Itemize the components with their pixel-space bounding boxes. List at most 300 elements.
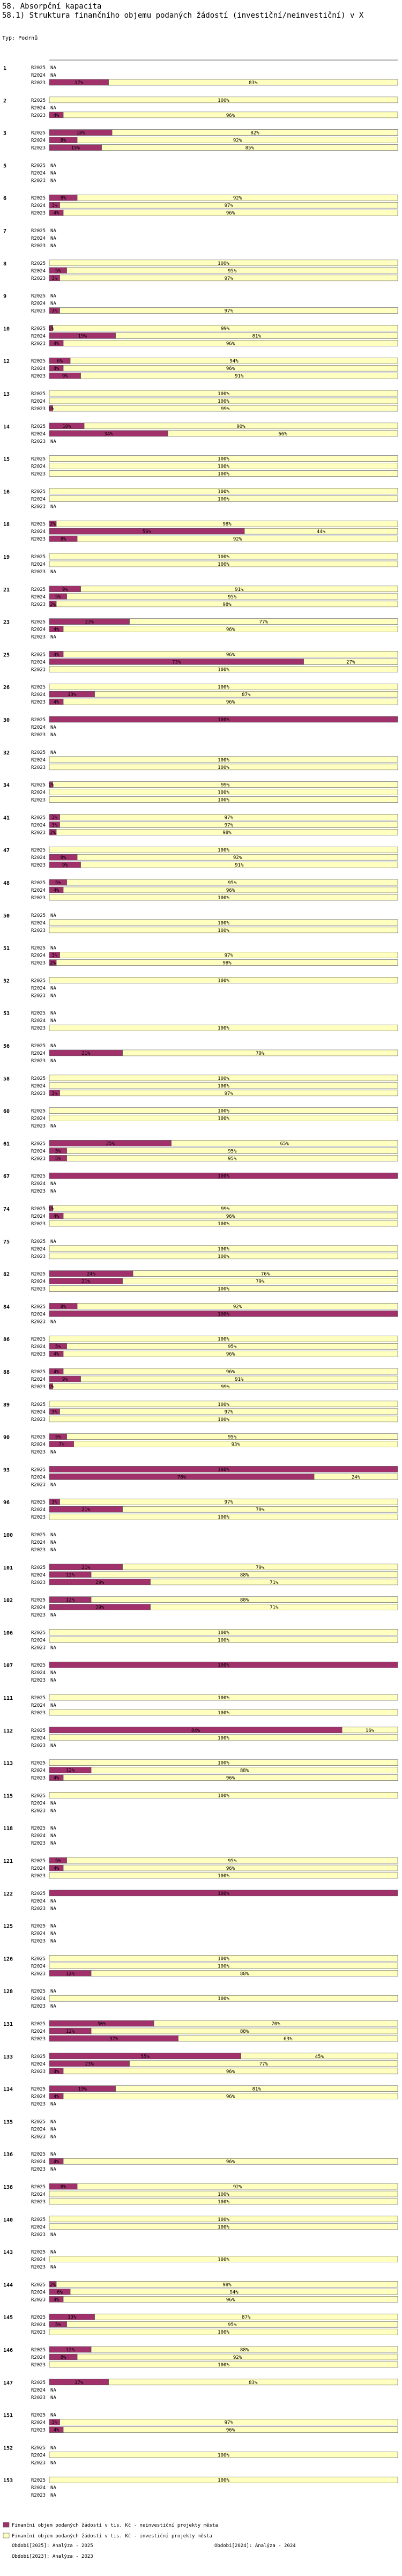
- na-label: NA: [50, 1612, 56, 1618]
- value-label-neinvesticni: 4%: [53, 2297, 59, 2303]
- group-label: 10: [3, 326, 10, 332]
- value-label-investicni: 82%: [250, 130, 259, 136]
- value-label-investicni: 95%: [228, 1156, 237, 1162]
- value-label-neinvesticni: 5%: [55, 1156, 61, 1162]
- value-label-neinvesticni: 29%: [95, 1605, 105, 1611]
- year-label: R2024: [31, 562, 46, 567]
- group-74: [3, 1205, 398, 1227]
- year-label: R2024: [31, 1475, 46, 1481]
- year-label: R2025: [31, 1533, 46, 1538]
- na-label: NA: [50, 1548, 56, 1553]
- value-label-investicni: 24%: [351, 1475, 361, 1481]
- group-58: [3, 1075, 398, 1097]
- value-label-investicni: 98%: [222, 960, 232, 966]
- value-label-investicni: 87%: [242, 692, 251, 698]
- na-label: NA: [50, 171, 56, 176]
- group-107: [3, 1662, 398, 1683]
- value-label-neinvesticni: 5%: [55, 1344, 61, 1350]
- na-label: NA: [50, 993, 56, 999]
- group-6: [3, 195, 398, 216]
- group-label: 6: [3, 196, 7, 202]
- value-label-neinvesticni: 12%: [65, 2029, 75, 2034]
- na-label: NA: [50, 2152, 56, 2158]
- year-label: R2023: [31, 406, 46, 412]
- value-label-investicni: 65%: [280, 1141, 289, 1147]
- na-label: NA: [50, 2387, 56, 2393]
- value-label-neinvesticni: 24%: [86, 1271, 96, 1277]
- year-label: R2025: [31, 782, 46, 788]
- value-label-neinvesticni: 3%: [51, 2420, 58, 2426]
- na-label: NA: [50, 945, 56, 951]
- group-label: 131: [3, 2022, 13, 2027]
- year-label: R2024: [31, 2029, 46, 2034]
- value-label-investicni: 100%: [218, 2453, 229, 2459]
- value-label-neinvesticni: 1%: [48, 326, 54, 332]
- na-label: NA: [50, 1833, 56, 1839]
- value-label-investicni: 79%: [256, 1565, 265, 1571]
- year-label: R2023: [31, 700, 46, 706]
- year-label: R2024: [31, 529, 46, 535]
- value-label-investicni: 96%: [226, 700, 235, 706]
- group-134: [3, 2086, 398, 2107]
- na-label: NA: [50, 2127, 56, 2133]
- year-label: R2024: [31, 855, 46, 861]
- year-label: R2025: [31, 1859, 46, 1864]
- year-label: R2025: [31, 2348, 46, 2353]
- value-label-neinvesticni: 5%: [55, 1434, 61, 1440]
- na-label: NA: [50, 1678, 56, 1684]
- year-label: R2025: [31, 2315, 46, 2321]
- value-label-neinvesticni: 5%: [55, 1859, 61, 1864]
- value-label-investicni: 81%: [252, 334, 261, 339]
- group-152: [3, 2445, 398, 2466]
- value-label-investicni: 99%: [221, 1385, 230, 1390]
- na-label: NA: [50, 1670, 56, 1676]
- year-label: R2023: [31, 732, 46, 738]
- group-label: 30: [3, 717, 10, 723]
- value-label-investicni: 90%: [236, 424, 245, 430]
- value-label-neinvesticni: 5%: [55, 594, 61, 600]
- value-label-neinvesticni: 12%: [65, 1971, 75, 1977]
- year-label: R2023: [31, 1906, 46, 1912]
- value-label-investicni: 71%: [270, 1605, 279, 1611]
- na-label: NA: [50, 1482, 56, 1488]
- value-label-investicni: 100%: [218, 1696, 229, 1701]
- group-label: 48: [3, 880, 10, 886]
- value-label-investicni: 92%: [233, 138, 242, 144]
- group-90: [3, 1434, 398, 1455]
- year-label: R2024: [31, 2290, 46, 2296]
- value-label-neinvesticni: 100%: [218, 1174, 229, 1180]
- year-label: R2023: [31, 2460, 46, 2466]
- year-label: R2025: [31, 652, 46, 658]
- na-label: NA: [50, 1645, 56, 1651]
- value-label-neinvesticni: 30%: [97, 2022, 106, 2027]
- group-144: [3, 2281, 398, 2303]
- year-label: R2024: [31, 236, 46, 241]
- value-label-neinvesticni: 4%: [53, 627, 59, 633]
- year-label: R2024: [31, 2453, 46, 2459]
- value-label-investicni: 100%: [218, 920, 229, 926]
- year-label: R2025: [31, 2412, 46, 2418]
- group-label: 138: [3, 2185, 13, 2190]
- group-label: 146: [3, 2348, 13, 2353]
- value-label-neinvesticni: 4%: [53, 2094, 59, 2100]
- year-label: R2025: [31, 1141, 46, 1147]
- year-label: R2024: [31, 464, 46, 470]
- value-label-neinvesticni: 2%: [50, 960, 56, 966]
- na-label: NA: [50, 236, 56, 241]
- year-label: R2024: [31, 1605, 46, 1611]
- value-label-investicni: 100%: [218, 1874, 229, 1879]
- value-label-neinvesticni: 13%: [68, 692, 77, 698]
- year-label: R2025: [31, 2249, 46, 2255]
- value-label-investicni: 100%: [218, 1402, 229, 1408]
- year-label: R2023: [31, 765, 46, 771]
- chart-legend: [3, 2522, 296, 2559]
- legend-label: Finanční objem podaných žádostí v tis. Kč - neinvestiční projekty města: [12, 2523, 218, 2528]
- year-label: R2025: [31, 326, 46, 332]
- group-label: 122: [3, 1891, 13, 1897]
- value-label-neinvesticni: 8%: [60, 1304, 66, 1310]
- value-label-investicni: 45%: [315, 2054, 324, 2060]
- group-label: 3: [3, 130, 7, 137]
- group-25: [3, 651, 398, 672]
- group-86: [3, 1336, 398, 1357]
- group-label: 111: [3, 1696, 13, 1701]
- value-label-investicni: 95%: [228, 2322, 237, 2328]
- value-label-investicni: 95%: [228, 594, 237, 600]
- value-label-investicni: 100%: [218, 399, 229, 404]
- group-label: 26: [3, 685, 10, 691]
- year-label: R2023: [31, 1645, 46, 1651]
- year-label: R2024: [31, 431, 46, 437]
- value-label-neinvesticni: 56%: [142, 529, 152, 535]
- year-label: R2024: [31, 1572, 46, 1578]
- year-label: R2023: [31, 1385, 46, 1390]
- year-label: R2024: [31, 1540, 46, 1545]
- value-label-neinvesticni: 8%: [60, 2355, 66, 2360]
- year-label: R2024: [31, 2094, 46, 2100]
- na-label: NA: [50, 1181, 56, 1187]
- na-label: NA: [50, 1533, 56, 1538]
- value-label-investicni: 100%: [218, 1996, 229, 2002]
- value-label-investicni: 100%: [218, 1793, 229, 1799]
- na-label: NA: [50, 2445, 56, 2451]
- group-53: [3, 1011, 398, 1031]
- year-label: R2024: [31, 2420, 46, 2426]
- year-label: R2024: [31, 2127, 46, 2133]
- year-label: R2023: [31, 2297, 46, 2303]
- value-label-investicni: 100%: [218, 98, 229, 103]
- group-2: [3, 97, 398, 119]
- value-label-neinvesticni: 9%: [62, 1377, 68, 1382]
- value-label-investicni: 16%: [365, 1728, 375, 1734]
- value-label-investicni: 100%: [218, 261, 229, 267]
- group-60: [3, 1108, 398, 1129]
- value-label-neinvesticni: 3%: [51, 953, 58, 959]
- value-label-investicni: 100%: [218, 1711, 229, 1716]
- year-label: R2023: [31, 863, 46, 869]
- value-label-investicni: 81%: [252, 2086, 261, 2092]
- chart-subtitle: 58.1) Struktura finančního objemu podaných žádostí (investiční/neinvestiční) v X: [2, 11, 364, 20]
- value-label-investicni: 96%: [226, 888, 235, 893]
- year-label: R2023: [31, 1612, 46, 1618]
- value-label-neinvesticni: 6%: [57, 359, 63, 365]
- na-label: NA: [50, 1906, 56, 1912]
- group-41: [3, 814, 398, 835]
- group-10: [3, 325, 398, 346]
- group-label: 125: [3, 1923, 13, 1930]
- value-label-investicni: 96%: [226, 2427, 235, 2433]
- year-label: R2023: [31, 2427, 46, 2433]
- na-label: NA: [50, 178, 56, 184]
- year-label: R2024: [31, 1214, 46, 1219]
- year-label: R2025: [31, 2478, 46, 2484]
- group-label: 143: [3, 2249, 13, 2256]
- value-label-neinvesticni: 1%: [48, 1206, 54, 1212]
- value-label-neinvesticni: 13%: [68, 2315, 77, 2321]
- value-label-investicni: 100%: [218, 667, 229, 673]
- year-label: R2023: [31, 1026, 46, 1032]
- year-label: R2025: [31, 163, 46, 169]
- value-label-investicni: 92%: [233, 537, 242, 543]
- na-label: NA: [50, 73, 56, 78]
- year-label: R2024: [31, 2159, 46, 2165]
- year-label: R2023: [31, 1254, 46, 1260]
- value-label-investicni: 92%: [233, 1304, 242, 1310]
- year-label: R2023: [31, 2134, 46, 2140]
- group-label: 41: [3, 815, 10, 821]
- na-label: NA: [50, 2232, 56, 2238]
- group-115: [3, 1792, 398, 1813]
- group-67: [3, 1173, 398, 1194]
- na-label: NA: [50, 504, 56, 510]
- year-label: R2025: [31, 978, 46, 984]
- year-label: R2025: [31, 1760, 46, 1766]
- group-label: 34: [3, 782, 10, 789]
- year-label: R2024: [31, 692, 46, 698]
- chart-title: 58. Absorpční kapacita: [2, 2, 102, 11]
- year-label: R2023: [31, 439, 46, 445]
- group-label: 60: [3, 1108, 10, 1115]
- year-label: R2023: [31, 1678, 46, 1684]
- year-label: R2025: [31, 456, 46, 462]
- value-label-investicni: 100%: [218, 2200, 229, 2205]
- year-label: R2024: [31, 1638, 46, 1644]
- value-label-neinvesticni: 4%: [53, 1866, 59, 1871]
- year-label: R2023: [31, 2232, 46, 2238]
- value-label-investicni: 97%: [224, 823, 233, 828]
- na-label: NA: [50, 1189, 56, 1195]
- value-label-investicni: 100%: [218, 464, 229, 470]
- value-label-neinvesticni: 3%: [51, 1500, 58, 1506]
- group-88: [3, 1368, 398, 1390]
- value-label-investicni: 100%: [218, 1760, 229, 1766]
- value-label-investicni: 96%: [226, 1775, 235, 1781]
- value-label-investicni: 97%: [224, 276, 233, 282]
- group-label: 118: [3, 1826, 13, 1832]
- value-label-neinvesticni: 12%: [65, 2348, 75, 2353]
- value-label-neinvesticni: 8%: [60, 138, 66, 144]
- value-label-investicni: 100%: [218, 928, 229, 934]
- group-101: [3, 1564, 398, 1586]
- group-143: [3, 2250, 398, 2270]
- value-label-investicni: 94%: [229, 359, 239, 365]
- value-label-investicni: 100%: [218, 797, 229, 803]
- value-label-investicni: 88%: [240, 2348, 249, 2353]
- na-label: NA: [50, 732, 56, 738]
- value-label-investicni: 70%: [271, 2022, 280, 2027]
- value-label-investicni: 91%: [235, 374, 244, 380]
- group-89: [3, 1401, 398, 1423]
- group-label: 102: [3, 1597, 13, 1604]
- value-label-investicni: 100%: [218, 1964, 229, 1970]
- value-label-investicni: 71%: [270, 1580, 279, 1586]
- year-label: R2025: [31, 815, 46, 821]
- group-label: 151: [3, 2412, 13, 2419]
- value-label-neinvesticni: 8%: [60, 196, 66, 202]
- year-label: R2024: [31, 334, 46, 339]
- value-label-neinvesticni: 8%: [60, 2185, 66, 2190]
- value-label-investicni: 91%: [235, 863, 244, 869]
- value-label-investicni: 100%: [218, 1116, 229, 1122]
- group-label: 84: [3, 1304, 10, 1311]
- group-label: 126: [3, 1956, 13, 1963]
- year-label: R2025: [31, 1956, 46, 1962]
- group-label: 52: [3, 978, 10, 984]
- year-label: R2024: [31, 1833, 46, 1839]
- year-label: R2025: [31, 880, 46, 886]
- value-label-investicni: 97%: [224, 1500, 233, 1506]
- value-label-investicni: 100%: [218, 2224, 229, 2230]
- year-label: R2023: [31, 471, 46, 477]
- year-label: R2024: [31, 203, 46, 209]
- value-label-investicni: 100%: [218, 1286, 229, 1292]
- na-label: NA: [50, 301, 56, 307]
- group-140: [3, 2216, 398, 2238]
- value-label-neinvesticni: 17%: [75, 2380, 84, 2386]
- group-label: 147: [3, 2380, 13, 2386]
- year-label: R2024: [31, 1083, 46, 1089]
- value-label-neinvesticni: 9%: [62, 587, 68, 593]
- year-label: R2023: [31, 1775, 46, 1781]
- value-label-neinvesticni: 100%: [218, 1891, 229, 1897]
- value-label-neinvesticni: 2%: [50, 522, 56, 528]
- group-106: [3, 1629, 398, 1650]
- group-32: [3, 750, 398, 771]
- value-label-neinvesticni: 7%: [58, 1442, 65, 1448]
- year-label: R2025: [31, 2086, 46, 2092]
- na-label: NA: [50, 1801, 56, 1807]
- na-label: NA: [50, 243, 56, 249]
- value-label-neinvesticni: 3%: [51, 1091, 58, 1097]
- value-label-investicni: 97%: [224, 815, 233, 821]
- value-label-investicni: 76%: [260, 1271, 270, 1277]
- value-label-investicni: 79%: [256, 1051, 265, 1056]
- value-label-neinvesticni: 100%: [218, 717, 229, 723]
- value-label-investicni: 100%: [218, 1254, 229, 1260]
- year-label: R2024: [31, 1866, 46, 1871]
- year-label: R2025: [31, 293, 46, 299]
- group-48: [3, 879, 398, 901]
- year-label: R2023: [31, 2363, 46, 2368]
- year-label: R2024: [31, 2387, 46, 2393]
- value-label-investicni: 96%: [226, 1214, 235, 1219]
- group-label: 93: [3, 1467, 10, 1474]
- na-label: NA: [50, 1898, 56, 1904]
- year-label: R2023: [31, 243, 46, 249]
- value-label-neinvesticni: 4%: [53, 1352, 59, 1358]
- value-label-investicni: 100%: [218, 1026, 229, 1032]
- value-label-investicni: 100%: [218, 790, 229, 796]
- value-label-investicni: 100%: [218, 1735, 229, 1741]
- value-label-neinvesticni: 4%: [53, 1370, 59, 1375]
- year-label: R2024: [31, 73, 46, 78]
- value-label-investicni: 88%: [240, 1597, 249, 1603]
- year-label: R2024: [31, 1051, 46, 1056]
- value-label-neinvesticni: 4%: [53, 652, 59, 658]
- group-75: [3, 1239, 398, 1260]
- value-label-investicni: 96%: [226, 1352, 235, 1358]
- value-label-neinvesticni: 29%: [95, 1580, 105, 1586]
- group-18: [3, 521, 398, 542]
- year-label: R2023: [31, 2069, 46, 2075]
- year-label: R2023: [31, 634, 46, 640]
- value-label-investicni: 100%: [218, 391, 229, 397]
- value-label-investicni: 100%: [218, 562, 229, 567]
- value-label-investicni: 92%: [233, 2355, 242, 2360]
- year-label: R2025: [31, 1923, 46, 1929]
- year-label: R2025: [31, 65, 46, 71]
- group-label: 140: [3, 2217, 13, 2223]
- group-label: 75: [3, 1239, 10, 1245]
- year-label: R2025: [31, 1402, 46, 1408]
- value-label-neinvesticni: 21%: [81, 1565, 91, 1571]
- value-label-neinvesticni: 23%: [85, 2061, 94, 2067]
- year-label: R2024: [31, 1931, 46, 1937]
- value-label-investicni: 99%: [221, 326, 230, 332]
- value-label-investicni: 100%: [218, 685, 229, 691]
- value-label-investicni: 96%: [226, 2094, 235, 2100]
- na-label: NA: [50, 1018, 56, 1024]
- group-7: [3, 228, 56, 249]
- group-label: 19: [3, 554, 10, 560]
- value-label-investicni: 88%: [240, 2029, 249, 2034]
- year-label: R2025: [31, 228, 46, 234]
- group-100: [3, 1533, 56, 1553]
- value-label-investicni: 100%: [218, 1337, 229, 1343]
- group-128: [3, 1989, 398, 2009]
- na-label: NA: [50, 1841, 56, 1847]
- group-47: [3, 847, 398, 868]
- group-label: 21: [3, 587, 10, 593]
- value-label-neinvesticni: 35%: [106, 1141, 115, 1147]
- value-label-investicni: 87%: [242, 2315, 251, 2321]
- year-label: R2024: [31, 1507, 46, 1513]
- group-122: [3, 1890, 398, 1912]
- year-label: R2024: [31, 660, 46, 665]
- na-label: NA: [50, 750, 56, 756]
- year-label: R2025: [31, 1011, 46, 1017]
- group-label: 2: [3, 98, 7, 104]
- year-label: R2023: [31, 1971, 46, 1977]
- value-label-neinvesticni: 3%: [51, 823, 58, 828]
- group-label: 74: [3, 1206, 10, 1212]
- na-label: NA: [50, 2101, 56, 2107]
- year-label: R2025: [31, 359, 46, 365]
- value-label-neinvesticni: 2%: [50, 830, 56, 836]
